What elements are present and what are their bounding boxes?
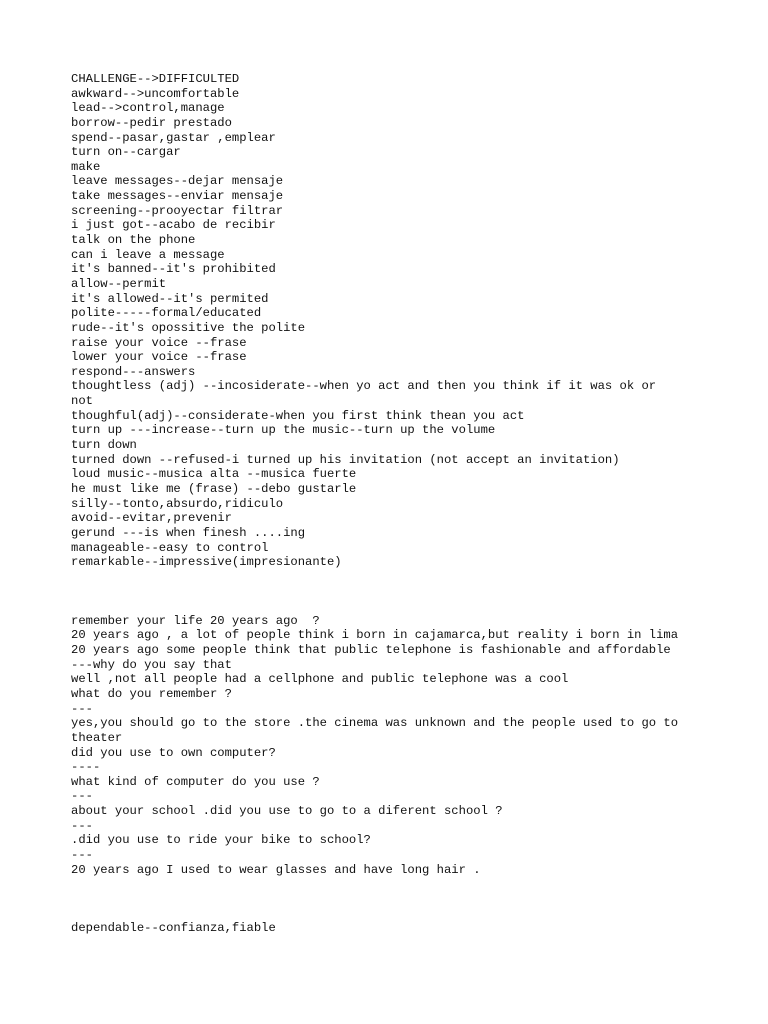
vocab-line: polite-----formal/educated xyxy=(71,306,262,321)
vocab-line: lead-->control,manage xyxy=(71,101,225,116)
dialogue-line: about your school .did you use to go to a diferent school ? xyxy=(71,804,503,819)
vocab-line: gerund ---is when finesh ....ing xyxy=(71,525,306,540)
vocab-line: turn down xyxy=(71,438,137,453)
vocab-line: talk on the phone xyxy=(71,233,196,248)
vocab-line: avoid--evitar,prevenir xyxy=(71,511,232,526)
vocab-line: awkward-->uncomfortable xyxy=(71,86,240,101)
vocab-line: remarkable--impressive(impresionante) xyxy=(71,555,342,570)
dialogue-line: --- xyxy=(71,789,93,804)
vocab-line: CHALLENGE-->DIFFICULTED xyxy=(71,72,240,86)
dialogue-line: --- xyxy=(71,818,93,833)
dialogue-line: 20 years ago some people think that public telephone is fashionable and affordable xyxy=(71,643,671,658)
vocab-line: respond---answers xyxy=(71,364,196,379)
vocab-line: silly--tonto,absurdo,ridiculo xyxy=(71,496,284,511)
dialogue-line: --- xyxy=(71,701,93,716)
vocab-line: rude--it's opossitive the polite xyxy=(71,320,306,335)
dialogue-line: --- xyxy=(71,848,93,863)
vocab-line: i just got--acabo de recibir xyxy=(71,218,276,233)
vocab-line: can i leave a message xyxy=(71,247,225,262)
dialogue-line: .did you use to ride your bike to school? xyxy=(71,833,371,848)
vocab-line: allow--permit xyxy=(71,276,167,291)
vocab-line: spend--pasar,gastar ,emplear xyxy=(71,130,276,145)
vocab-line: loud music--musica alta --musica fuerte xyxy=(71,467,357,482)
vocab-line: thoughtless (adj) --incosiderate--when yo act and then you think if it was ok or xyxy=(71,379,657,394)
vocab-line: thoughful(adj)--considerate-when you first think thean you act xyxy=(71,408,525,423)
dialogue-section xyxy=(71,614,731,878)
dialogue-line: ---why do you say that xyxy=(71,657,232,672)
dialogue-line: what kind of computer do you use ? xyxy=(71,774,320,789)
vocab-line: raise your voice --frase xyxy=(71,335,247,350)
extra-vocab-section xyxy=(71,921,731,936)
vocab-line: borrow--pedir prestado xyxy=(71,115,232,130)
vocab-line: turn on--cargar xyxy=(71,145,181,160)
extra-vocab-line: dependable--confianza,fiable xyxy=(71,921,276,936)
vocab-line: screening--prooyectar filtrar xyxy=(71,203,284,218)
dialogue-line: 20 years ago I used to wear glasses and have long hair . xyxy=(71,862,481,877)
dialogue-line: yes,you should go to the store .the cinema was unknown and the people used to go to xyxy=(71,716,679,731)
dialogue-line: what do you remember ? xyxy=(71,686,232,701)
dialogue-line: 20 years ago , a lot of people think i born in cajamarca,but reality i born in lima xyxy=(71,628,679,643)
document-page xyxy=(71,72,731,936)
vocab-line: make xyxy=(71,159,101,174)
vocab-line: turn up ---increase--turn up the music--turn up the volume xyxy=(71,423,496,438)
dialogue-line: well ,not all people had a cellphone and public telephone was a cool xyxy=(71,672,569,687)
vocab-line: it's allowed--it's permited xyxy=(71,291,269,306)
vocab-line: manageable--easy to control xyxy=(71,540,269,555)
vocab-line: leave messages--dejar mensaje xyxy=(71,174,284,189)
vocab-line: take messages--enviar mensaje xyxy=(71,189,284,204)
vocab-line: lower your voice --frase xyxy=(71,350,247,365)
vocab-line: he must like me (frase) --debo gustarle xyxy=(71,481,357,496)
vocab-line: it's banned--it's prohibited xyxy=(71,262,276,277)
vocabulary-list xyxy=(71,72,731,570)
dialogue-line: remember your life 20 years ago ? xyxy=(71,613,320,628)
vocab-line: turned down --refused-i turned up his invitation (not accept an invitation) xyxy=(71,452,620,467)
vocab-line: not xyxy=(71,394,93,409)
dialogue-line: did you use to own computer? xyxy=(71,745,276,760)
dialogue-line: ---- xyxy=(71,760,101,775)
dialogue-line: theater xyxy=(71,730,123,745)
